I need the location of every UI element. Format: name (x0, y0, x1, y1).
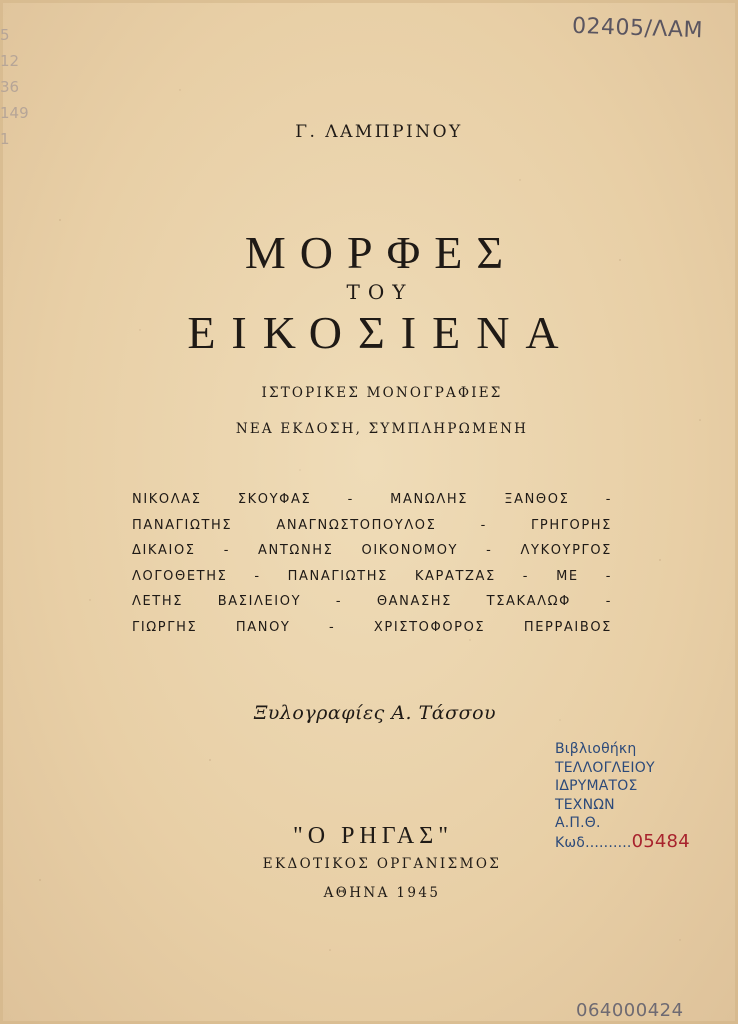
names-list (132, 492, 612, 645)
publisher-name: "Ο ΡΗΓΑΣ" (292, 823, 454, 849)
stamp-line: ΤΕΧΝΩΝ (555, 796, 615, 813)
library-stamp (555, 740, 690, 852)
margin-mark: 5 (0, 26, 10, 44)
margin-mark: 12 (0, 52, 20, 70)
margin-mark: 1 (0, 130, 10, 148)
stamp-code-label: Κωδ. (555, 834, 590, 851)
names-line: ΠΑΝΑΓΙΩΤΗΣ ΑΝΑΓΝΩΣΤΟΠΟΥΛΟΣ - ΓΡΗΓΟΡΗΣ (132, 517, 612, 533)
names-line: ΔΙΚΑΙΟΣ - ΑΝΤΩΝΗΣ ΟΙΚΟΝΟΜΟΥ - ΛΥΚΟΥΡΓΟΣ (132, 543, 612, 558)
stamp-code-row (555, 830, 690, 853)
author: Γ. ΛΑΜΠΡΙΝΟΥ (295, 122, 463, 142)
names-line: ΓΙΩΡΓΗΣ ΠΑΝΟΥ - ΧΡΙΣΤΟΦΟΡΟΣ ΠΕΡΡΑΙΒΟΣ (132, 619, 612, 635)
call-number: 02405/ΛΑΜ (571, 13, 704, 44)
stamp-line: ΙΔΡΥΜΑΤΟΣ (555, 778, 638, 794)
stamp-line: Βιβλιοθήκη (555, 741, 637, 757)
names-line: ΛΟΓΟΘΕΤΗΣ - ΠΑΝΑΓΙΩΤΗΣ ΚΑΡΑΤΖΑΣ - ΜΕ - (132, 568, 612, 584)
margin-mark: 149 (0, 104, 29, 122)
edition-note: ΝΕΑ ΕΚΔΟΣΗ, ΣΥΜΠΛΗΡΩΜΕΝΗ (235, 421, 529, 437)
title-line-2: ΤΟΥ (346, 280, 414, 304)
title-line-3: ΕΙΚΟΣΙΕΝΑ (187, 307, 575, 358)
stamp-dots: ......... (589, 834, 632, 851)
subtitle: ΙΣΤΟΡΙΚΕΣ ΜΟΝΟΓΡΑΦΙΕΣ (261, 385, 503, 401)
publisher-organization: ΕΚΔΟΤΙΚΟΣ ΟΡΓΑΝΙΣΜΟΣ (262, 856, 502, 872)
woodcuts-credit: Ξυλογραφίες Α. Τάσσου (253, 702, 497, 724)
stamp-line: ΤΕΛΛΟΓΛΕΙΟΥ (555, 759, 655, 776)
names-line: ΝΙΚΟΛΑΣ ΣΚΟΥΦΑΣ - ΜΑΝΩΛΗΣ ΞΑΝΘΟΣ - (132, 492, 612, 507)
names-line: ΛΕΤΗΣ ΒΑΣΙΛΕΙΟΥ - ΘΑΝΑΣΗΣ ΤΣΑΚΑΛΩΦ - (132, 594, 612, 609)
stamp-code-value: 05484 (631, 830, 690, 852)
place-and-year: ΑΘΗΝΑ 1945 (323, 885, 441, 901)
stamp-line: Α.Π.Θ. (555, 815, 601, 831)
margin-mark: 36 (0, 78, 20, 96)
inventory-number: 064000424 (576, 1000, 684, 1021)
title-line-1: ΜΟΡΦΕΣ (244, 227, 518, 278)
